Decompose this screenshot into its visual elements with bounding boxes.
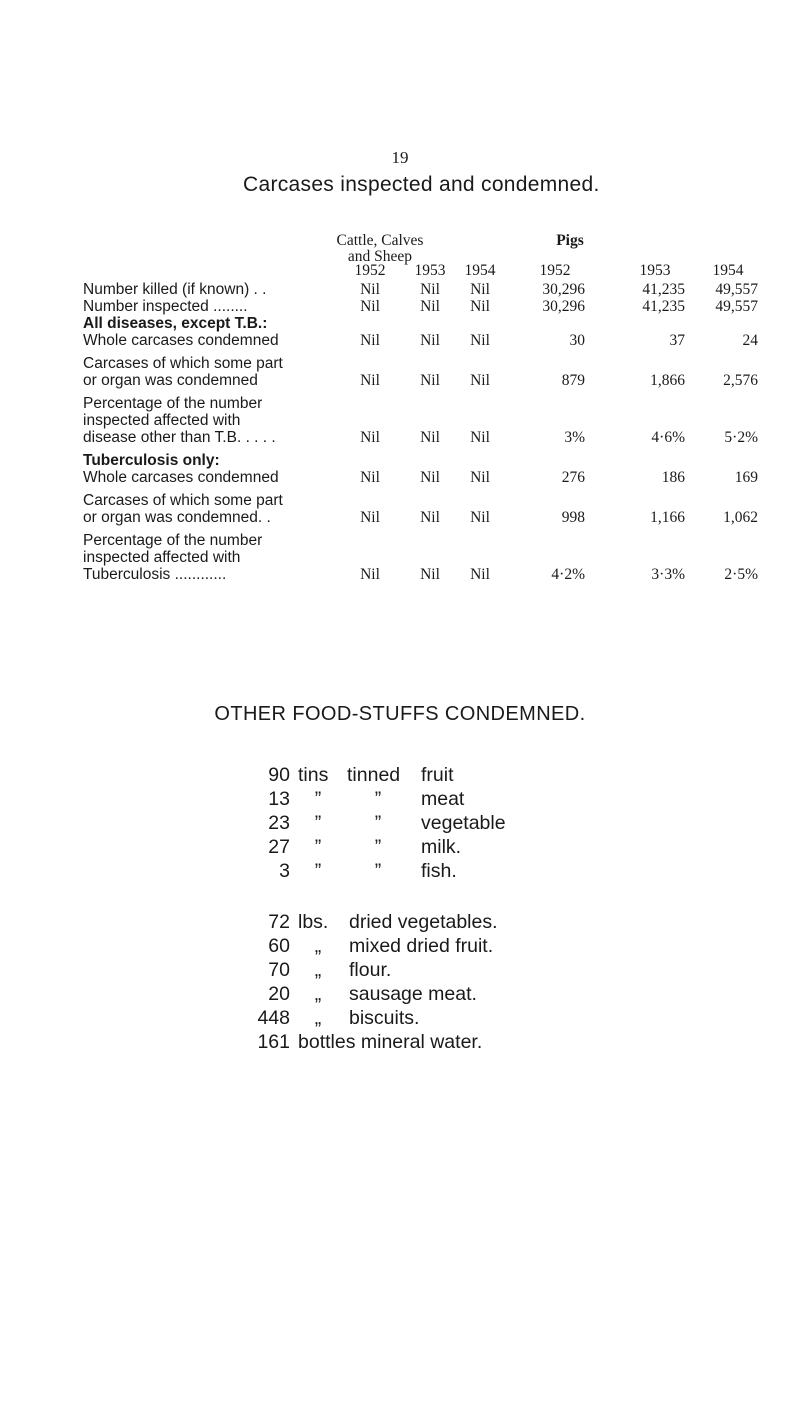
table-cell: Nil bbox=[420, 469, 440, 486]
tins-kind: ” bbox=[374, 836, 382, 858]
table-cell: 3·3% bbox=[651, 566, 685, 583]
table-cell: Nil bbox=[360, 281, 380, 298]
table-cell: 1,866 bbox=[650, 372, 685, 389]
table-cell: 169 bbox=[734, 469, 758, 486]
table-section-heading: Tuberculosis only: bbox=[83, 452, 220, 469]
table-row-label: Carcases of which some part bbox=[83, 492, 283, 509]
table-cell: 30 bbox=[569, 332, 585, 349]
page-title: Carcases inspected and condemned. bbox=[243, 173, 600, 196]
table-cell: Nil bbox=[360, 372, 380, 389]
table-cell: Nil bbox=[420, 566, 440, 583]
table-cell: 37 bbox=[669, 332, 685, 349]
table-cell: 30,296 bbox=[542, 281, 585, 298]
table-cell: Nil bbox=[360, 566, 380, 583]
tins-item: fruit bbox=[421, 764, 454, 786]
table-row-label: Whole carcases condemned bbox=[83, 469, 279, 486]
tins-item: milk. bbox=[421, 836, 462, 858]
table-cell: 186 bbox=[661, 469, 685, 486]
table-cell: 879 bbox=[561, 372, 585, 389]
table-cell: Nil bbox=[470, 566, 490, 583]
table-cell: Nil bbox=[420, 281, 440, 298]
tins-item: fish. bbox=[421, 860, 457, 882]
weight-item: dried vegetables. bbox=[349, 911, 498, 933]
page-number: 19 bbox=[391, 148, 409, 167]
weight-unit: „ bbox=[314, 959, 322, 981]
table-cell: Nil bbox=[360, 298, 380, 315]
table-cell: Nil bbox=[470, 509, 490, 526]
table-row-label: Carcases of which some part bbox=[83, 355, 283, 372]
table-row-label: or organ was condemned bbox=[83, 372, 258, 389]
bottles-quantity: 161 bbox=[257, 1031, 290, 1053]
weight-item: sausage meat. bbox=[349, 983, 477, 1005]
group-header-cattle-line1: Cattle, Calves bbox=[336, 232, 424, 249]
weight-quantity: 72 bbox=[268, 911, 290, 933]
weight-unit: „ bbox=[314, 983, 322, 1005]
tins-item: meat bbox=[421, 788, 465, 810]
table-cell: Nil bbox=[470, 469, 490, 486]
weight-quantity: 70 bbox=[268, 959, 290, 981]
weight-unit: lbs. bbox=[298, 911, 329, 933]
other-foodstuffs-title: OTHER FOOD-STUFFS CONDEMNED. bbox=[214, 703, 586, 725]
weight-item: mixed dried fruit. bbox=[349, 935, 494, 957]
table-section-heading: All diseases, except T.B.: bbox=[83, 315, 268, 332]
tins-unit: ” bbox=[314, 860, 322, 882]
weight-item: flour. bbox=[349, 959, 392, 981]
table-cell: 1,062 bbox=[723, 509, 758, 526]
year-header: 1954 bbox=[712, 262, 744, 279]
table-cell: 41,235 bbox=[642, 281, 685, 298]
table-cell: 2·5% bbox=[724, 566, 758, 583]
table-cell: Nil bbox=[470, 332, 490, 349]
table-cell: 41,235 bbox=[642, 298, 685, 315]
table-row-label: or organ was condemned. . bbox=[83, 509, 271, 526]
tins-item: vegetable bbox=[421, 812, 506, 834]
table-cell: Nil bbox=[360, 469, 380, 486]
weight-quantity: 60 bbox=[268, 935, 290, 957]
table-cell: 5·2% bbox=[724, 429, 758, 446]
tins-quantity: 90 bbox=[268, 764, 290, 786]
tins-kind: ” bbox=[374, 860, 382, 882]
table-row-label: inspected affected with bbox=[83, 549, 241, 566]
table-cell: Nil bbox=[470, 372, 490, 389]
table-cell: 30,296 bbox=[542, 298, 585, 315]
year-header: 1954 bbox=[464, 262, 496, 279]
table-cell: 4·2% bbox=[551, 566, 585, 583]
tins-unit: ” bbox=[314, 836, 322, 858]
table-cell: 276 bbox=[561, 469, 585, 486]
table-row-label: Number inspected ........ bbox=[83, 298, 248, 315]
table-cell: Nil bbox=[420, 298, 440, 315]
tins-unit: ” bbox=[314, 788, 322, 810]
tins-kind: ” bbox=[374, 812, 382, 834]
table-cell: Nil bbox=[470, 298, 490, 315]
table-row-label: Whole carcases condemned bbox=[83, 332, 279, 349]
table-row-label: inspected affected with bbox=[83, 412, 241, 429]
table-cell: 2,576 bbox=[723, 372, 758, 389]
table-cell: Nil bbox=[420, 429, 440, 446]
table-cell: 3% bbox=[564, 429, 585, 446]
year-header: 1952 bbox=[539, 262, 571, 279]
table-row-label: disease other than T.B. . . . . bbox=[83, 429, 276, 446]
tins-kind: ” bbox=[374, 788, 382, 810]
tins-quantity: 3 bbox=[279, 860, 290, 882]
table-cell: 1,166 bbox=[650, 509, 685, 526]
group-header-pigs: Pigs bbox=[556, 232, 584, 249]
year-header: 1953 bbox=[639, 262, 671, 279]
table-row-label: Tuberculosis ............ bbox=[83, 566, 227, 583]
year-header: 1952 bbox=[354, 262, 386, 279]
table-cell: 998 bbox=[561, 509, 585, 526]
year-header: 1953 bbox=[414, 262, 446, 279]
table-cell: 24 bbox=[742, 332, 758, 349]
table-cell: Nil bbox=[470, 429, 490, 446]
table-cell: Nil bbox=[360, 429, 380, 446]
table-row-label: Number killed (if known) . . bbox=[83, 281, 267, 298]
group-header-cattle-line2: and Sheep bbox=[347, 248, 413, 265]
tins-unit: tins bbox=[298, 764, 329, 786]
tins-quantity: 23 bbox=[268, 812, 290, 834]
bottles-text: bottles mineral water. bbox=[298, 1031, 483, 1053]
tins-quantity: 13 bbox=[268, 788, 290, 810]
weight-item: biscuits. bbox=[349, 1007, 420, 1029]
weight-quantity: 448 bbox=[257, 1007, 290, 1029]
table-cell: Nil bbox=[360, 509, 380, 526]
weight-quantity: 20 bbox=[268, 983, 290, 1005]
table-row-label: Percentage of the number bbox=[83, 395, 263, 412]
tins-unit: ” bbox=[314, 812, 322, 834]
table-cell: Nil bbox=[360, 332, 380, 349]
table-row-label: Percentage of the number bbox=[83, 532, 263, 549]
table-cell: Nil bbox=[470, 281, 490, 298]
table-cell: 49,557 bbox=[715, 298, 758, 315]
table-cell: Nil bbox=[420, 372, 440, 389]
weight-unit: „ bbox=[314, 1007, 322, 1029]
tins-quantity: 27 bbox=[268, 836, 290, 858]
tins-kind: tinned bbox=[347, 764, 401, 786]
table-cell: 49,557 bbox=[715, 281, 758, 298]
weight-unit: „ bbox=[314, 935, 322, 957]
table-cell: Nil bbox=[420, 332, 440, 349]
table-cell: 4·6% bbox=[651, 429, 685, 446]
table-cell: Nil bbox=[420, 509, 440, 526]
